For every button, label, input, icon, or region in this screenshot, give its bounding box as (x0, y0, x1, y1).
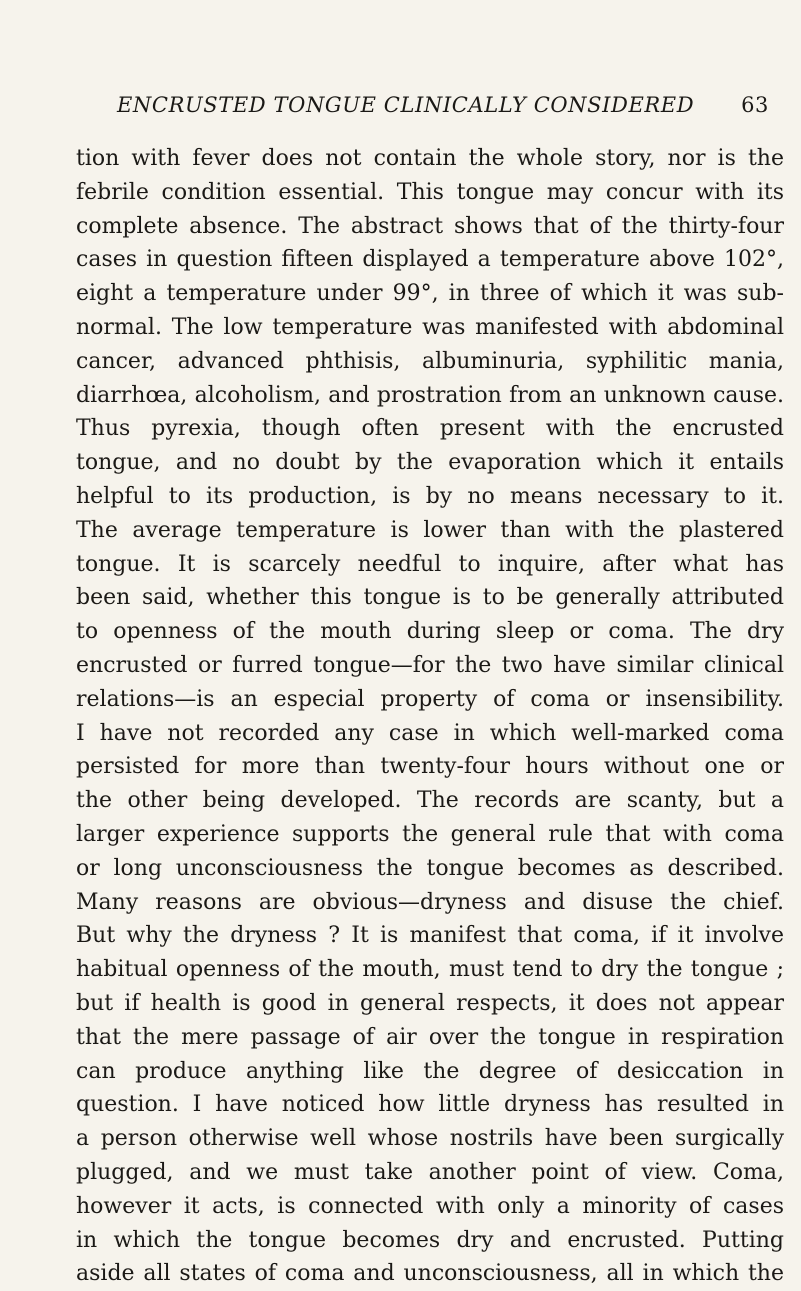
text-line: a person otherwise well whose nostrils have been surgically (76, 1126, 784, 1152)
text-line: eight a temperature under 99°, in three of which it was sub- (76, 281, 784, 307)
text-line: cancer, advanced phthisis, albuminuria, syphilitic mania, (76, 348, 784, 374)
running-title: ENCRUSTED TONGUE CLINICALLY CONSIDERED (117, 93, 695, 117)
text-line: that the mere passage of air over the tongue in respiration (76, 1024, 784, 1050)
text-line: been said, whether this tongue is to be generally attributed (76, 585, 784, 611)
text-line: can produce anything like the degree of desiccation in (76, 1058, 784, 1084)
text-line: But why the dryness ? It is manifest that coma, if it involve (76, 923, 784, 949)
text-line: aside all states of coma and unconsciousness, all in which the (76, 1261, 784, 1287)
running-head (117, 93, 777, 119)
text-line: diarrhœa, alcoholism, and prostration from an unknown cause. (76, 382, 784, 408)
text-line: or long unconsciousness the tongue becomes as described. (76, 855, 784, 881)
text-line: in which the tongue becomes dry and encrusted. Putting (76, 1227, 784, 1253)
text-line: however it acts, is connected with only a minority of cases (76, 1193, 784, 1219)
text-line: plugged, and we must take another point of view. Coma, (76, 1159, 784, 1185)
text-line: normal. The low temperature was manifested with abdominal (76, 314, 784, 340)
text-line: to openness of the mouth during sleep or coma. The dry (76, 619, 784, 645)
text-line: Thus pyrexia, though often present with the encrusted (76, 416, 784, 442)
text-line: relations—is an especial property of coma or insensibility. (76, 686, 784, 712)
text-line: tongue. It is scarcely needful to inquire, after what has (76, 551, 784, 577)
text-line: encrusted or furred tongue—for the two have similar clinical (76, 652, 784, 678)
text-line: tion with fever does not contain the whole story, nor is the (76, 146, 784, 171)
page-number: 63 (741, 93, 769, 117)
text-line: I have not recorded any case in which well-marked coma (76, 720, 784, 746)
text-line: helpful to its production, is by no means necessary to it. (76, 483, 784, 509)
text-line: cases in question fifteen displayed a temperature above 102°, (76, 247, 784, 273)
text-line: question. I have noticed how little dryness has resulted in (76, 1092, 784, 1118)
text-line: Many reasons are obvious—dryness and disuse the chief. (76, 889, 784, 915)
text-line: the other being developed. The records are scanty, but a (76, 788, 784, 814)
text-line: The average temperature is lower than with the plastered (76, 517, 784, 543)
text-line: larger experience supports the general rule that with coma (76, 821, 784, 847)
text-line: complete absence. The abstract shows that of the thirty-four (76, 213, 784, 239)
body-text (76, 142, 784, 1291)
text-line: tongue, and no doubt by the evaporation which it entails (76, 450, 784, 476)
text-line: febrile condition essential. This tongue may concur with its (76, 179, 784, 205)
text-line: but if health is good in general respects, it does not appear (76, 990, 784, 1016)
text-line: persisted for more than twenty-four hours without one or (76, 754, 784, 780)
text-line: habitual openness of the mouth, must tend to dry the tongue ; (76, 957, 784, 983)
